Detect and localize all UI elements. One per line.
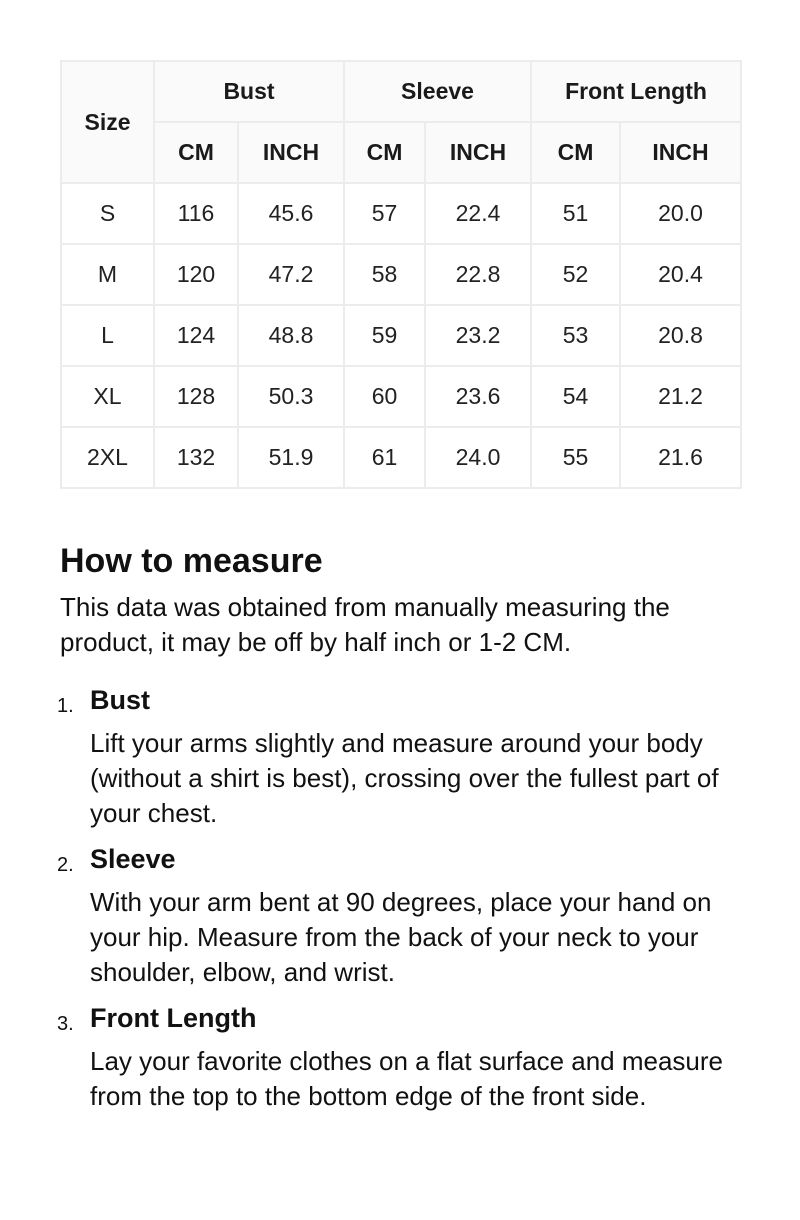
table-cell: 47.2 xyxy=(238,244,344,305)
how-to-measure-section xyxy=(57,536,760,1124)
table-cell: 23.2 xyxy=(425,305,531,366)
step-number: 1. xyxy=(57,695,74,717)
table-cell: 59 xyxy=(344,305,425,366)
table-cell: 61 xyxy=(344,427,425,488)
step-description: Lift your arms slightly and measure around your body (without a shirt is best), crossing over the fullest part of your chest. xyxy=(90,728,719,828)
table-cell: 50.3 xyxy=(238,366,344,427)
unit-header: CM xyxy=(344,122,425,183)
table-cell: 21.6 xyxy=(620,427,741,488)
table-cell: 45.6 xyxy=(238,183,344,244)
size-cell: XL xyxy=(61,366,154,427)
bust-group-header: Bust xyxy=(154,61,344,122)
table-cell: 58 xyxy=(344,244,425,305)
size-cell: 2XL xyxy=(61,427,154,488)
size-cell: L xyxy=(61,305,154,366)
table-cell: 53 xyxy=(531,305,620,366)
table-cell: 60 xyxy=(344,366,425,427)
table-cell: 22.8 xyxy=(425,244,531,305)
measure-intro-text: This data was obtained from manually measuring the product, it may be off by half inch or 1-2 CM. xyxy=(60,592,670,657)
table-row xyxy=(61,366,741,427)
table-cell: 116 xyxy=(154,183,238,244)
sleeve-group-header: Sleeve xyxy=(344,61,531,122)
size-column-header: Size xyxy=(61,61,154,183)
table-cell: 20.8 xyxy=(620,305,741,366)
table-cell: 128 xyxy=(154,366,238,427)
how-to-measure-heading: How to measure xyxy=(60,542,323,580)
table-cell: 51 xyxy=(531,183,620,244)
table-cell: 132 xyxy=(154,427,238,488)
table-cell: 20.0 xyxy=(620,183,741,244)
table-cell: 22.4 xyxy=(425,183,531,244)
table-cell: 57 xyxy=(344,183,425,244)
measure-step-front-length xyxy=(57,1000,760,1114)
unit-header: CM xyxy=(154,122,238,183)
table-cell: 48.8 xyxy=(238,305,344,366)
step-number: 2. xyxy=(57,854,74,876)
unit-header: CM xyxy=(531,122,620,183)
table-cell: 24.0 xyxy=(425,427,531,488)
table-cell: 54 xyxy=(531,366,620,427)
table-header-row-groups xyxy=(61,61,741,122)
unit-header: INCH xyxy=(620,122,741,183)
step-description: With your arm bent at 90 degrees, place your hand on your hip. Measure from the back of your neck to your shoulder, elbow, and wrist. xyxy=(90,887,712,987)
step-number: 3. xyxy=(57,1013,74,1035)
table-cell: 20.4 xyxy=(620,244,741,305)
unit-header: INCH xyxy=(238,122,344,183)
front-length-group-header: Front Length xyxy=(531,61,741,122)
table-row xyxy=(61,427,741,488)
table-cell: 120 xyxy=(154,244,238,305)
step-description: Lay your favorite clothes on a flat surface and measure from the top to the bottom edge of the front side. xyxy=(90,1046,724,1111)
step-title: Sleeve xyxy=(90,844,176,874)
table-cell: 124 xyxy=(154,305,238,366)
step-title: Front Length xyxy=(90,1003,257,1033)
table-row xyxy=(61,305,741,366)
table-cell: 51.9 xyxy=(238,427,344,488)
table-cell: 23.6 xyxy=(425,366,531,427)
unit-header: INCH xyxy=(425,122,531,183)
size-cell: M xyxy=(61,244,154,305)
step-title: Bust xyxy=(90,685,150,715)
table-cell: 55 xyxy=(531,427,620,488)
table-cell: 21.2 xyxy=(620,366,741,427)
size-chart-table xyxy=(60,60,742,489)
measure-step-bust xyxy=(57,682,760,831)
size-cell: S xyxy=(61,183,154,244)
measure-step-sleeve xyxy=(57,841,760,990)
table-row xyxy=(61,244,741,305)
table-cell: 52 xyxy=(531,244,620,305)
table-row xyxy=(61,183,741,244)
table-header-row-units xyxy=(61,122,741,183)
measure-steps-list xyxy=(57,682,760,1114)
